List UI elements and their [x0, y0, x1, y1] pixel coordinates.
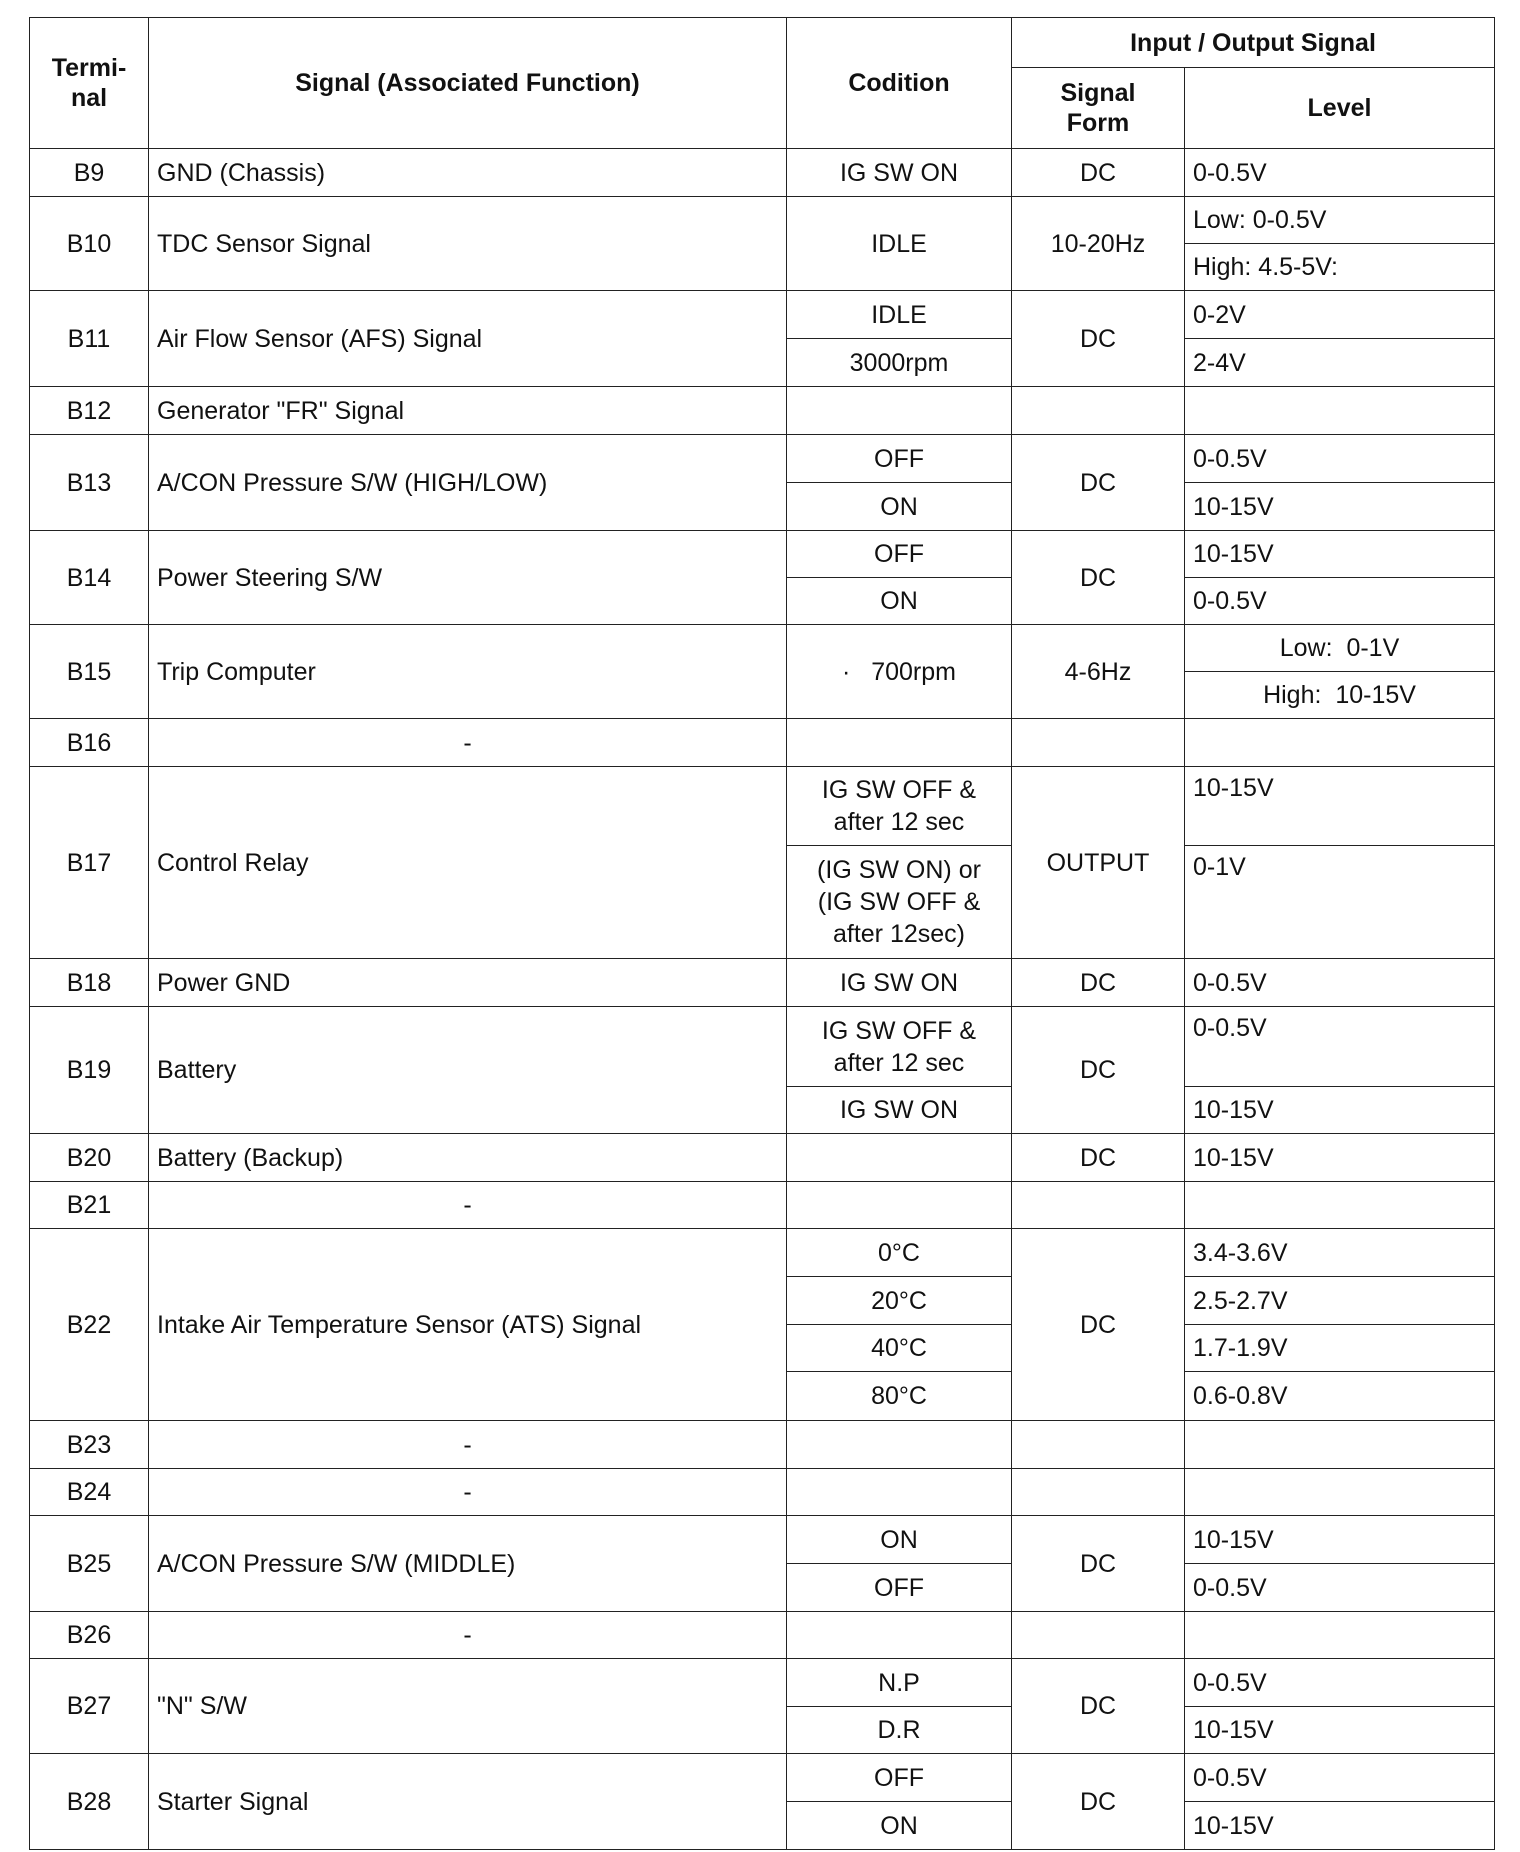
table-row: [30, 1516, 1495, 1564]
terminal-cell: B20: [30, 1134, 149, 1182]
signal-cell: GND (Chassis): [149, 149, 787, 197]
table-row: [30, 1007, 1495, 1087]
terminal-cell: B15: [30, 625, 149, 719]
signal-cell: A/CON Pressure S/W (HIGH/LOW): [149, 435, 787, 531]
condition-cell: N.P: [787, 1659, 1012, 1707]
table-row: [30, 1754, 1495, 1802]
header-signal-form: Signal Form: [1012, 68, 1185, 149]
level-cell: High: 10-15V: [1185, 672, 1495, 719]
condition-cell: [787, 1612, 1012, 1659]
level-cell: [1185, 1421, 1495, 1469]
condition-cell: [787, 387, 1012, 435]
signal-form-cell: DC: [1012, 959, 1185, 1007]
condition-cell: D.R: [787, 1707, 1012, 1754]
condition-cell: [787, 719, 1012, 767]
signal-cell: TDC Sensor Signal: [149, 197, 787, 291]
level-cell: 0-0.5V: [1185, 959, 1495, 1007]
signal-form-cell: DC: [1012, 149, 1185, 197]
level-cell: 10-15V: [1185, 483, 1495, 531]
level-cell: [1185, 387, 1495, 435]
level-cell: 0-0.5V: [1185, 149, 1495, 197]
level-cell: 0-0.5V: [1185, 1659, 1495, 1707]
level-cell: 10-15V: [1185, 1802, 1495, 1850]
signal-cell: -: [149, 1469, 787, 1516]
condition-cell: IDLE: [787, 291, 1012, 339]
header-level: Level: [1185, 68, 1495, 149]
level-cell: [1185, 719, 1495, 767]
signal-cell: Power Steering S/W: [149, 531, 787, 625]
terminal-cell: B11: [30, 291, 149, 387]
condition-cell: IG SW ON: [787, 1087, 1012, 1134]
terminal-cell: B25: [30, 1516, 149, 1612]
condition-cell: OFF: [787, 1754, 1012, 1802]
table-row: [30, 1182, 1495, 1229]
signal-form-cell: DC: [1012, 1516, 1185, 1612]
signal-cell: Battery: [149, 1007, 787, 1134]
condition-cell: IDLE: [787, 197, 1012, 291]
signal-cell: Starter Signal: [149, 1754, 787, 1850]
table-row: [30, 1229, 1495, 1277]
level-cell: Low: 0-0.5V: [1185, 197, 1495, 244]
signal-cell: Battery (Backup): [149, 1134, 787, 1182]
table-row: [30, 531, 1495, 578]
level-cell: 10-15V: [1185, 1134, 1495, 1182]
signal-cell: Air Flow Sensor (AFS) Signal: [149, 291, 787, 387]
terminal-cell: B10: [30, 197, 149, 291]
condition-cell: IG SW ON: [787, 149, 1012, 197]
condition-cell: 0°C: [787, 1229, 1012, 1277]
level-cell: 0-0.5V: [1185, 578, 1495, 625]
table-row: [30, 387, 1495, 435]
level-cell: Low: 0-1V: [1185, 625, 1495, 672]
condition-cell: [787, 1469, 1012, 1516]
level-cell: [1185, 1182, 1495, 1229]
signal-form-cell: [1012, 1469, 1185, 1516]
table-row: [30, 767, 1495, 846]
condition-cell: 20°C: [787, 1277, 1012, 1325]
table-row: [30, 1134, 1495, 1182]
terminal-cell: B17: [30, 767, 149, 959]
condition-cell: IG SW OFF & after 12 sec: [787, 767, 1012, 846]
terminal-cell: B28: [30, 1754, 149, 1850]
table-row: [30, 1469, 1495, 1516]
terminal-cell: B18: [30, 959, 149, 1007]
condition-cell: [787, 1182, 1012, 1229]
signal-form-cell: 10-20Hz: [1012, 197, 1185, 291]
header-io-group: Input / Output Signal: [1012, 18, 1495, 68]
level-cell: 0-2V: [1185, 291, 1495, 339]
level-cell: 10-15V: [1185, 531, 1495, 578]
level-cell: 2-4V: [1185, 339, 1495, 387]
signal-form-cell: DC: [1012, 1659, 1185, 1754]
signal-form-cell: DC: [1012, 1134, 1185, 1182]
level-cell: 0-1V: [1185, 846, 1495, 959]
header-signal: Signal (Associated Function): [149, 18, 787, 149]
header-terminal: Termi- nal: [30, 18, 149, 149]
table-row: [30, 1659, 1495, 1707]
condition-cell: ON: [787, 1802, 1012, 1850]
level-cell: 0.6-0.8V: [1185, 1372, 1495, 1421]
table-row: [30, 149, 1495, 197]
level-cell: 0-0.5V: [1185, 1564, 1495, 1612]
signal-cell: Intake Air Temperature Sensor (ATS) Signal: [149, 1229, 787, 1421]
condition-cell: OFF: [787, 1564, 1012, 1612]
table-row: [30, 1421, 1495, 1469]
signal-form-cell: 4-6Hz: [1012, 625, 1185, 719]
condition-cell: 3000rpm: [787, 339, 1012, 387]
signal-cell: A/CON Pressure S/W (MIDDLE): [149, 1516, 787, 1612]
level-cell: 3.4-3.6V: [1185, 1229, 1495, 1277]
condition-cell: OFF: [787, 435, 1012, 483]
signal-table: [29, 17, 1495, 1850]
terminal-cell: B21: [30, 1182, 149, 1229]
table-row: [30, 291, 1495, 339]
terminal-cell: B9: [30, 149, 149, 197]
level-cell: 10-15V: [1185, 767, 1495, 846]
level-cell: 0-0.5V: [1185, 1754, 1495, 1802]
signal-form-cell: DC: [1012, 435, 1185, 531]
terminal-cell: B12: [30, 387, 149, 435]
terminal-cell: B24: [30, 1469, 149, 1516]
level-cell: 10-15V: [1185, 1516, 1495, 1564]
table-row: [30, 625, 1495, 672]
signal-form-cell: [1012, 1421, 1185, 1469]
terminal-cell: B23: [30, 1421, 149, 1469]
signal-cell: "N" S/W: [149, 1659, 787, 1754]
signal-form-cell: DC: [1012, 291, 1185, 387]
condition-cell: IG SW OFF & after 12 sec: [787, 1007, 1012, 1087]
signal-cell: Control Relay: [149, 767, 787, 959]
signal-form-cell: [1012, 719, 1185, 767]
signal-cell: -: [149, 1421, 787, 1469]
terminal-cell: B14: [30, 531, 149, 625]
signal-form-cell: DC: [1012, 1229, 1185, 1421]
condition-cell: [787, 1134, 1012, 1182]
signal-form-cell: DC: [1012, 1007, 1185, 1134]
condition-cell: OFF: [787, 531, 1012, 578]
table-row: [30, 435, 1495, 483]
signal-form-cell: OUTPUT: [1012, 767, 1185, 959]
table-row: [30, 719, 1495, 767]
condition-cell: 40°C: [787, 1325, 1012, 1372]
signal-form-cell: [1012, 1612, 1185, 1659]
terminal-cell: B27: [30, 1659, 149, 1754]
level-cell: 2.5-2.7V: [1185, 1277, 1495, 1325]
signal-cell: Power GND: [149, 959, 787, 1007]
table-row: [30, 959, 1495, 1007]
condition-cell: ON: [787, 578, 1012, 625]
terminal-cell: B26: [30, 1612, 149, 1659]
condition-cell: · 700rpm: [787, 625, 1012, 719]
signal-cell: Trip Computer: [149, 625, 787, 719]
level-cell: [1185, 1469, 1495, 1516]
signal-cell: -: [149, 1612, 787, 1659]
level-cell: 1.7-1.9V: [1185, 1325, 1495, 1372]
terminal-cell: B16: [30, 719, 149, 767]
level-cell: [1185, 1612, 1495, 1659]
level-cell: 0-0.5V: [1185, 1007, 1495, 1087]
level-cell: 10-15V: [1185, 1087, 1495, 1134]
table-row: [30, 1612, 1495, 1659]
signal-form-cell: [1012, 1182, 1185, 1229]
terminal-cell: B22: [30, 1229, 149, 1421]
condition-cell: ON: [787, 1516, 1012, 1564]
signal-form-cell: DC: [1012, 1754, 1185, 1850]
signal-form-cell: [1012, 387, 1185, 435]
signal-form-cell: DC: [1012, 531, 1185, 625]
condition-cell: 80°C: [787, 1372, 1012, 1421]
level-cell: 10-15V: [1185, 1707, 1495, 1754]
signal-cell: Generator "FR" Signal: [149, 387, 787, 435]
condition-cell: ON: [787, 483, 1012, 531]
level-cell: High: 4.5-5V:: [1185, 244, 1495, 291]
header-condition: Codition: [787, 18, 1012, 149]
signal-cell: -: [149, 719, 787, 767]
terminal-cell: B13: [30, 435, 149, 531]
level-cell: 0-0.5V: [1185, 435, 1495, 483]
condition-cell: [787, 1421, 1012, 1469]
condition-cell: IG SW ON: [787, 959, 1012, 1007]
signal-cell: -: [149, 1182, 787, 1229]
condition-cell: (IG SW ON) or (IG SW OFF & after 12sec): [787, 846, 1012, 959]
terminal-cell: B19: [30, 1007, 149, 1134]
table-row: [30, 197, 1495, 244]
